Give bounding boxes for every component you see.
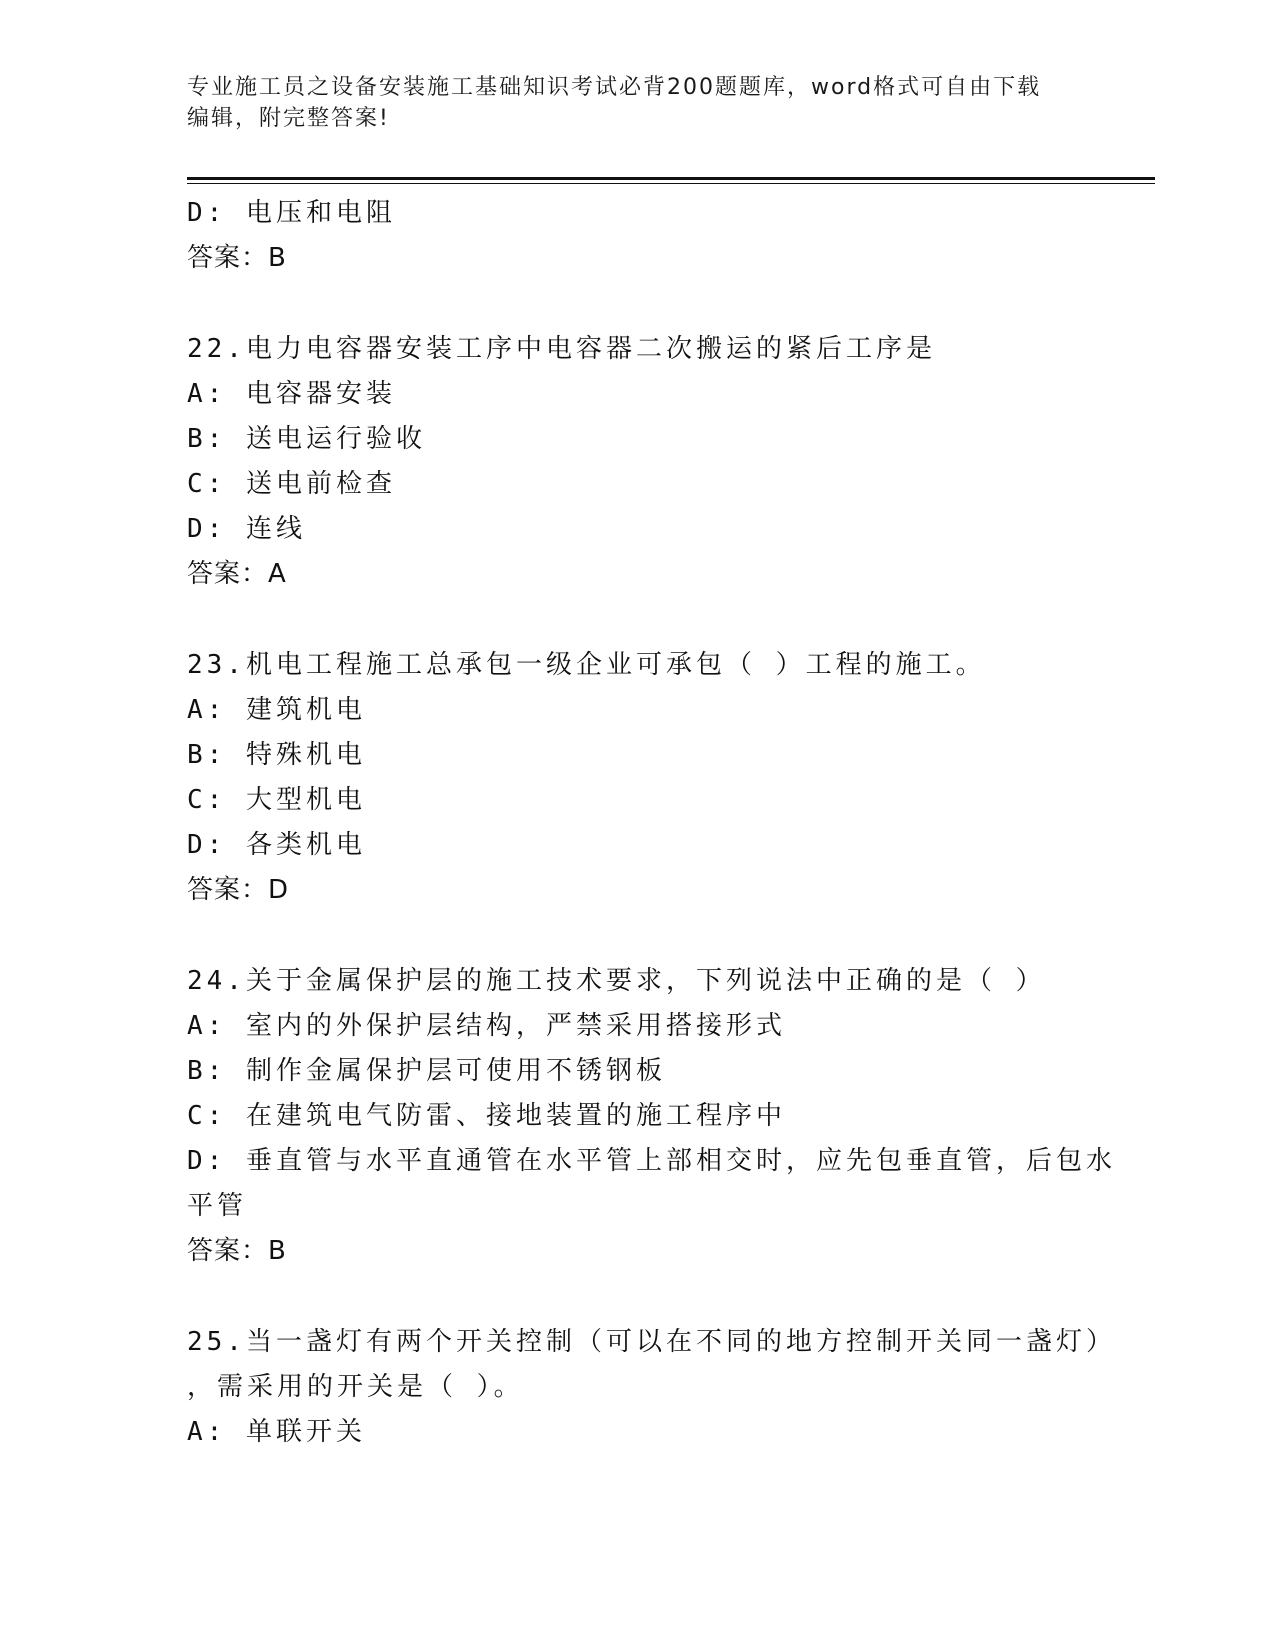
question-stem: 23.机电工程施工总承包一级企业可承包（ ）工程的施工。 [187,650,986,680]
answer: 答案：D [187,875,290,905]
question-22 [187,327,1087,597]
header-title-line-2: 编辑，附完整答案! [187,106,390,131]
question-21-tail [187,191,1087,281]
option-d-line-1: D: 垂直管与水平直通管在水平管上部相交时，应先包垂直管，后包水 [187,1146,1116,1176]
option-c: C: 在建筑电气防雷、接地装置的施工程序中 [187,1101,786,1131]
answer: 答案：A [187,559,287,589]
option-d: D: 电压和电阻 [187,198,396,228]
question-23 [187,643,1087,913]
question-stem-line-2: ，需采用的开关是（ ）。 [187,1372,524,1402]
header-title-line-1: 专业施工员之设备安装施工基础知识考试必背200题题库，word格式可自由下载 [187,75,1042,100]
answer: 答案：B [187,243,287,273]
question-25 [187,1320,1116,1455]
option-c: C: 大型机电 [187,785,366,815]
option-a: A: 室内的外保护层结构，严禁采用搭接形式 [187,1011,786,1041]
option-a: A: 单联开关 [187,1417,366,1447]
option-a: A: 电容器安装 [187,379,396,409]
question-list [187,191,1116,1455]
option-b: B: 制作金属保护层可使用不锈钢板 [187,1056,666,1086]
option-a: A: 建筑机电 [187,695,366,725]
answer: 答案：B [187,1236,287,1266]
header-divider-thick [187,177,1155,180]
option-c: C: 送电前检查 [187,469,396,499]
question-24 [187,959,1116,1274]
option-d: D: 连线 [187,514,306,544]
option-d-line-2: 平管 [187,1191,248,1221]
question-stem: 22.电力电容器安装工序中电容器二次搬运的紧后工序是 [187,334,936,364]
option-b: B: 特殊机电 [187,740,366,770]
question-stem-line-1: 25.当一盏灯有两个开关控制（可以在不同的地方控制开关同一盏灯） [187,1327,1116,1357]
question-stem: 24.关于金属保护层的施工技术要求，下列说法中正确的是（ ） [187,966,1046,996]
option-b: B: 送电运行验收 [187,424,426,454]
document-header [187,72,1067,134]
header-divider-thin [187,183,1155,184]
option-d: D: 各类机电 [187,830,366,860]
